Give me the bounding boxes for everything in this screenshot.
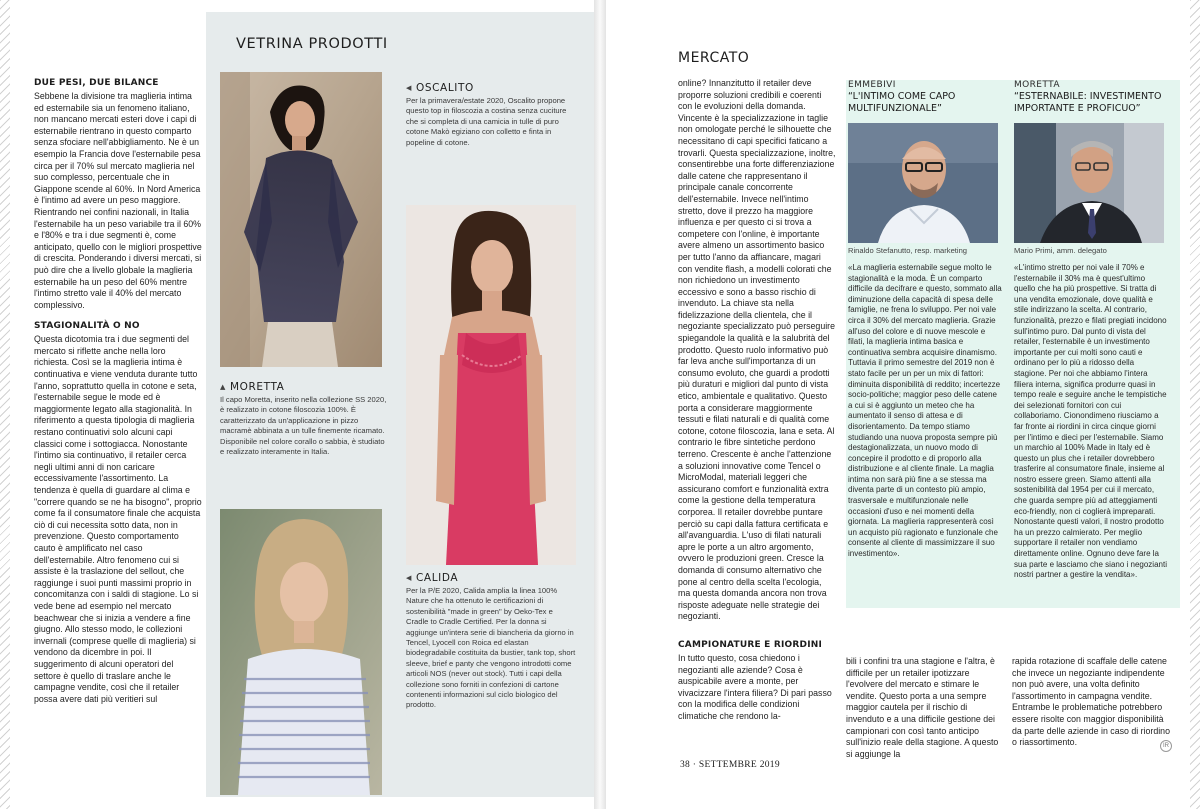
woman-striped-top-image	[220, 509, 382, 795]
interviewee-caption: Rinaldo Stefanutto, resp. marketing	[848, 246, 968, 255]
interview-headline: “ESTERNABILE: INVESTIMENTO IMPORTANTE E PROFICUO”	[1014, 91, 1162, 114]
interviewee-photo	[848, 123, 998, 243]
product-showcase-panel	[206, 12, 594, 797]
product-description: Per la P/E 2020, Calida amplia la linea 100% Nature che ha ottenuto le certificazioni di sostenibilità "made in green" by Oeko-Tex e Cradle to Cradle Certified. Per la donna si aggiunge un'intera serie di biancheria da giorno in Tencel, Lyocell con Roica ed elastan biodegradabile costituita da bustier, tank top, short sleeve, brief e panty che vengono introdotti come articoli NOS (never out stock). Tutti i capi della collezione sono forniti in confezioni di cartone contenenti informazioni sul ciclo biologico del prodotto.	[406, 586, 576, 710]
moretta-product-photo	[220, 72, 382, 367]
interviewee-photo	[1014, 123, 1164, 243]
interview-headline: “L'INTIMO COME CAPO MULTIFUNZIONALE”	[848, 91, 956, 114]
interview-text: «L'intimo stretto per noi vale il 70% e l'esternabile il 30% ma è quest'ultimo quello che ha più prospettive. Si tratta di una vendita emozionale, dove qualità e stile indirizzano la scelta. Al contrario, funzionalità, prezzo e filati pregiati incidono sull'intimo puro. Dal punto di vista del retailer, l'esternabile è un investimento importante per cui molti sono cauti e ordinano per lo più a ridosso della stagione. Per noi che abbiamo l'intera filiera interna, significa produrre quasi in tempo reale e seguire anche le tempistiche dei selezionati fornitori con cui collaboriamo. Cionondimeno riusciamo a far fronte ai riordini in circa cinque giorni per l'intimo e dieci per l'esternabile. Siamo un marchio al 100% Made in Italy ed è questo un plus che i retailer dovrebbero trasferire al consumatore finale, insieme al nostro essere green. Siamo attenti alla sostenibilità dal 1954 per cui il mercato, che guarda sempre più ad atteggiamenti eco-friendly, non ci coglierà impreparati. Nonostante questi valori, il nostro prodotto ha un prezzo calmierato. Per meglio supportare il retailer non vendiamo direttamente online. Ognuno deve fare la sua parte e lasciamo che siano i negozianti nostri partner a gestire la vendita».	[1014, 263, 1167, 580]
woman-sheer-blouse-image	[220, 72, 382, 367]
subheading-campionature: CAMPIONATURE E RIORDINI	[678, 640, 823, 650]
section-title: VETRINA PRODOTTI	[236, 36, 388, 52]
man-suit-portrait-image	[1014, 123, 1164, 243]
subheading-due-pesi: DUE PESI, DUE BILANCE	[34, 78, 159, 88]
article-paragraph: In tutto questo, cosa chiedono i negozianti alle aziende? Cosa è auspicabile avere a monte, per vivacizzare l'intera filiera? Di pari passo con la modifica delle condizioni climatiche che rendono la-	[678, 653, 832, 721]
article-column	[846, 656, 1004, 760]
article-paragraph: rapida rotazione di scaffale delle catene che invece un negoziante indipendente non può avere, una volta definito l'assortimento in campagna vendite. Entrambe le problematiche potrebbero essere risolte con maggior disponibilità da parte delle aziende in caso di riordino o riassortimento.	[1012, 656, 1170, 748]
subheading-stagionalita: STAGIONALITÀ O NO	[34, 321, 140, 332]
arrow-left-icon: ◀	[406, 574, 412, 582]
decorative-stripe-right	[1190, 0, 1200, 809]
man-glasses-portrait-image	[848, 123, 998, 243]
article-column	[34, 78, 202, 705]
article-paragraph: Questa dicotomia tra i due segmenti del mercato si riflette anche nella loro richiesta. Così se la maglieria intima è continuativa e viene venduta durante tutto l'anno, soprattutto quella in cotone e seta, l'esternabile segue le mode ed è maggiormente legato alla stagionalità. In riferimento a questa tipologia di maglieria restano continuativi solo alcuni capi classici come i sottogiacca. Nonostante l'intimo sia continuativo, il retailer cerca negli ultimi anni di non caricare eccessivamente l'assortimento. La tendenza è quella di guardare al clima e "correre quando se ne ha bisogno", proprio come fa il consumatore finale che acquista ciò di cui necessita sotto data, non in prevenzione. Questo comportamento cauto è amplificato nel caso dell'esternabile. Altro fenomeno cui si assiste è la traslazione del sellout, che raggiunge i suoi punti massimi proprio in concomitanza con i saldi di stagione. Lo si vede bene ad esempio nel mercato beachwear che si inizia a vendere a fine giugno. Allo stesso modo, le collezioni invernali (comprese quelle di maglieria) si vendono da dicembre in poi. Il suggerimento di alcuni operatori del settore è quello di traslare anche le campagne vendite, così che il retailer possa avere dati più veritieri sul	[34, 334, 202, 704]
interview-brand: EMMEBIVI	[848, 80, 896, 90]
calida-product-photo	[220, 509, 382, 795]
section-title: MERCATO	[678, 50, 750, 66]
article-column-bottom	[678, 640, 836, 723]
interview-moretta	[1014, 80, 1168, 581]
product-moretta	[220, 381, 390, 457]
arrow-up-icon: ▲	[220, 383, 226, 391]
oscalito-product-photo	[406, 205, 576, 565]
end-of-article-icon: IR	[1160, 740, 1172, 752]
product-name: CALIDA	[415, 572, 459, 584]
left-page	[10, 0, 594, 809]
article-paragraph: bili i confini tra una stagione e l'altra, è difficile per un retailer ipotizzare l'evolvere del mercato e stimare le vendite. Questo porta a una sempre maggior cautela per il rischio di invenduto e a una difficile gestione dei campionari con così tanto anticipo sull'inizio reale della stagione. A questo si aggiunge la	[846, 656, 999, 759]
page-gutter	[594, 0, 606, 809]
product-calida	[406, 572, 576, 711]
page-folio: 38 · SETTEMBRE 2019	[680, 760, 780, 770]
right-page	[606, 0, 1190, 809]
interview-emmebivi	[848, 80, 1002, 560]
decorative-stripe-left	[0, 0, 10, 809]
article-column	[1012, 656, 1170, 749]
interviewee-caption: Mario Primi, amm. delegato	[1014, 246, 1107, 255]
woman-pink-top-image	[406, 205, 576, 565]
interview-panel	[846, 80, 1180, 608]
product-name: MORETTA	[229, 381, 285, 393]
arrow-left-icon: ◀	[406, 84, 412, 92]
product-name: OSCALITO	[415, 82, 474, 94]
article-paragraph: online? Innanzitutto il retailer deve proporre soluzioni credibili e coerenti con le evoluzioni della domanda. Vincente è la specializzazione in taglie non omologate perché le silhouette che necessitano di capi specifici faticano a trovarli. Questa specializzazione, inoltre, consentirebbe una forte differenziazione dalle catene che rappresentano il principale canale concorrente dell'esternabile. Invece nell'intimo stretto, dove il prezzo ha maggiore influenza e per questo ci si trova a competere con l'online, è importante avere almeno un assortimento basico per tutto l'anno da affiancare, magari con vendite flash, a modelli colorati che non richiedono un investimento eccessivo e sono a basso rischio di invenduto. La chiave sta nella fidelizzazione della clientela, che il negoziante specializzato può perseguire spiegandole la qualità e la salubrità del prodotto. Questo ruolo informativo può far leva anche sull'importanza di un consumo evoluto, che guardi a prodotti più duraturi e migliori dal punto di vista etico, ambientale e qualitativo. Questo porta a considerare maggiormente tessuti e filati naturali e di qualità come cotone, cotone filoscozia, lana e seta. Al contrario le fibre sintetiche perdono terreno. Crescente è anche l'attenzione a soluzioni innovative come Tencel o MicroModal, materiali leggeri che assicurano comfort e funzionalità extra come la gestione della temperatura corporea. Il retailer dovrebbe puntare perciò su capi dalla fattura certificata e all'avanguardia. L'uso di filati naturali apre le porte a un altro argomento, ovvero le produzioni green. Cresce la domanda di consumo alternativo che pone al centro della scelta l'ecologia, ma questa domanda ancora non trova risposte adeguate nelle strategie dei negozianti.	[678, 78, 836, 622]
interview-brand: MORETTA	[1014, 80, 1060, 90]
article-column	[678, 78, 836, 623]
product-description: Per la primavera/estate 2020, Oscalito propone questo top in filoscozia a costina senza cuciture che si completa di una camicia in tulle di puro cotone Makò egiziano con colletto e finta in popeline di cotone.	[406, 96, 567, 147]
product-oscalito	[406, 82, 576, 148]
product-description: Il capo Moretta, inserito nella collezione SS 2020, è realizzato in cotone filoscozia 100%. È caratterizzato da un'applicazione in pizzo macramè abbinata a un tulle finemente ricamato. Disponibile nel colore corallo o sabbia, è studiato e realizzato interamente in Italia.	[220, 395, 387, 457]
interview-text: «La maglieria esternabile segue molto le stagionalità e la moda. È un comparto difficile da decifrare e questo, sommato alla diminuzione della capacità di spesa delle famiglie, ne frena lo sviluppo. Per noi vale circa il 30% del mercato maglieria. Grazie all'uso del colore e di nuove mescole e filati, la maglieria intima basica e continuativa sembra acquisire dinamismo. Tuttavia il primo semestre del 2019 non è stato facile per un per un mix di fattori: diminuita disponibilità di reddito; incertezze socio-politiche; maggior peso delle catene a cui si è aggiunto un meteo che ha aumentato il senso di attesa e di disorientamento. Da tempo stiamo studiando una nuova proposta sempre più destagionalizzata, un nuovo modo di concepire il prodotto e di proporlo alla distribuzione e al cliente finale. La maglia intima non sarà più fine a se stessa ma diventa parte di un contesto più ampio, trasversale e multifunzionale nelle occasioni d'uso e nei momenti della giornata. La maglieria rappresenterà così un acquisto più ragionato e funzionale che consente al cliente di massimizzare il suo investimento».	[848, 263, 1002, 559]
article-paragraph: Sebbene la divisione tra maglieria intima ed esternabile sia un fenomeno italiano, non mancano mercati esteri dove i capi di esternabile rientrano in questo comparto senza sfociare nell'abbigliamento. Ne è un esempio la Francia dove l'esternabile pesa circa per il 70% sul mercato maglieria nel suo complesso, percentuale che in Giappone scende al 60%. In Nord America è l'intimo ad avere un peso maggiore. Rientrando nei confini nazionali, in Italia l'esternabile ha un peso variabile tra il 60% e l'80% e tra i due segmenti è, come anticipato, quello con le migliori prospettive di crescita. Ponderando i diversi mercati, si può dire che a livello globale la maglieria esternabile ha un peso del 60% mentre l'intimo stretto vale il 40% del mercato complessivo.	[34, 91, 202, 310]
